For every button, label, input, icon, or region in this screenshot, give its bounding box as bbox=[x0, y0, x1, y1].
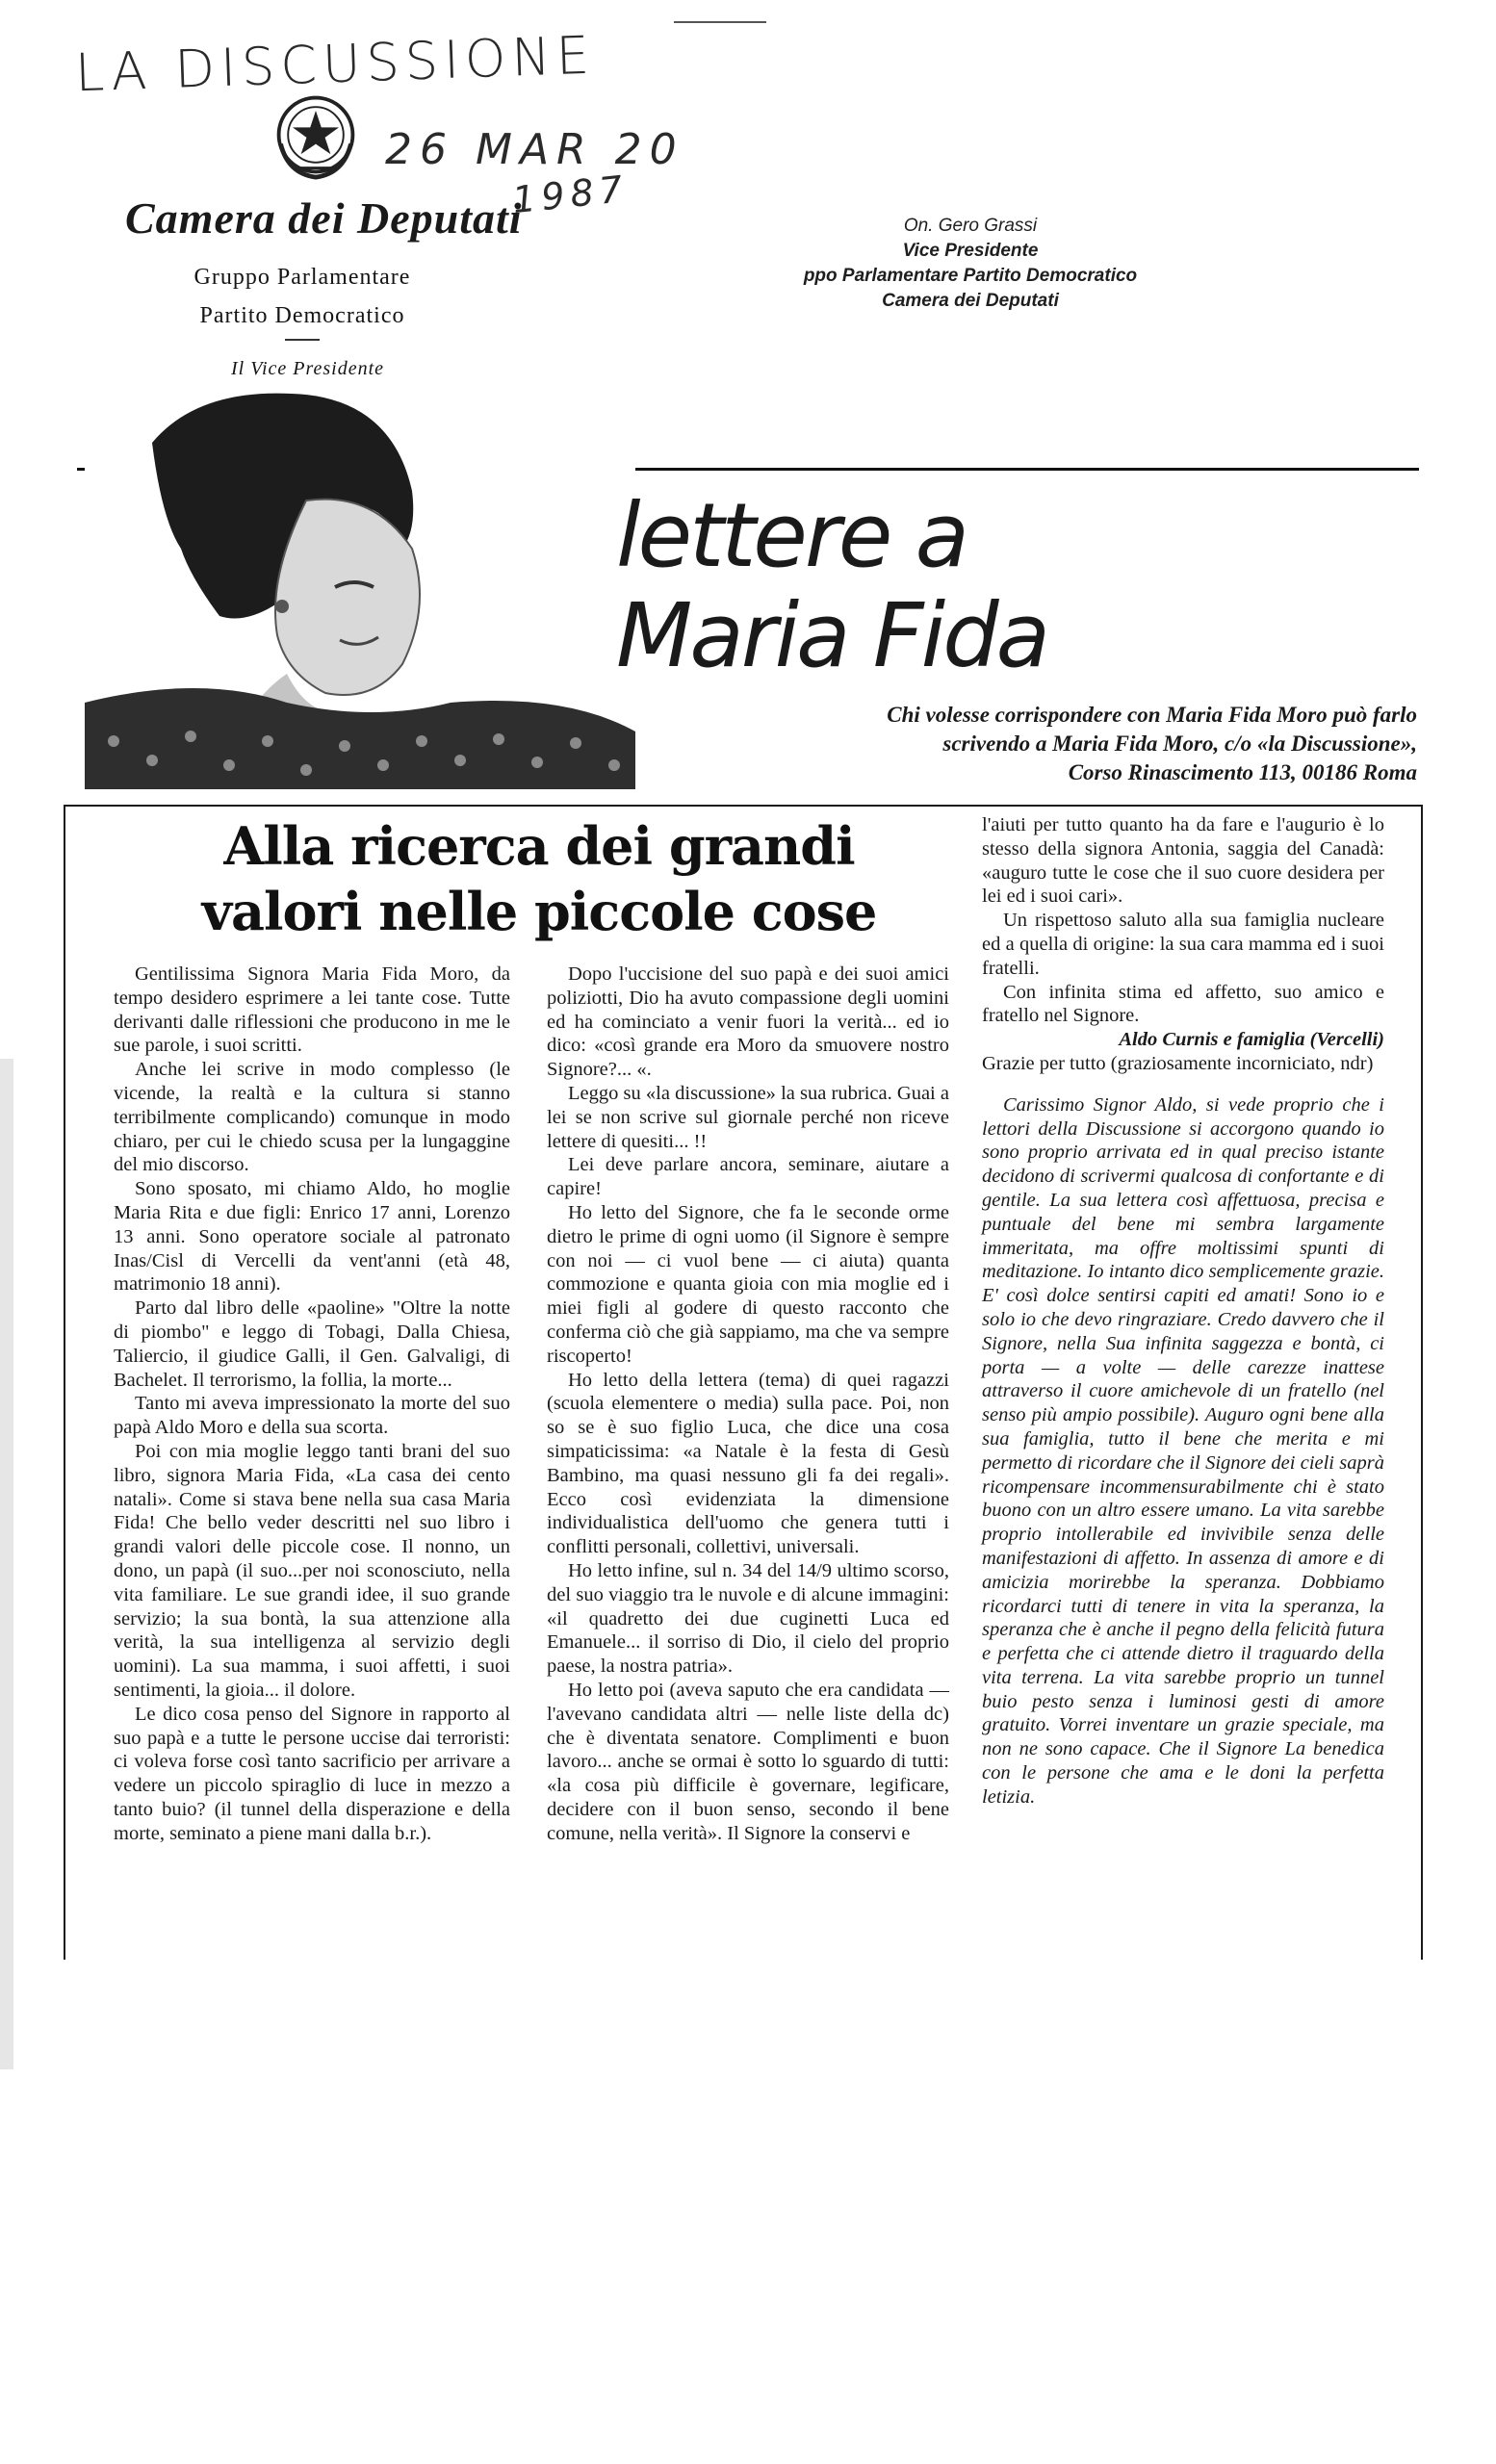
letter-paragraph: Tanto mi aveva impressionato la morte del suo papà Aldo Moro e della sua scorta. bbox=[114, 1393, 510, 1439]
letter-paragraph: Anche lei scrive in modo complesso (le vicende, la realtà e la cultura si stanno terribilmente complicando) comunque in modo chiaro, per cui le chiedo scusa per la lungaggine del mio discorso. bbox=[114, 1059, 510, 1176]
column-title bbox=[616, 486, 1309, 686]
letter-signature: Aldo Curnis e famiglia (Vercelli) bbox=[1119, 1029, 1384, 1051]
letterhead-divider bbox=[285, 339, 320, 341]
article-headline-line2: valori nelle piccole cose bbox=[201, 881, 877, 942]
letter-paragraph: Parto dal libro delle «paoline» "Oltre la notte di piombo" e leggo di Tobagi, Dalla Chiesa, Taliercio, il giudice Galli, il Gen. Galvaligi, di Bachelet. Il terrorismo, la follia, la morte... bbox=[114, 1297, 510, 1391]
letter-paragraph: Sono sposato, mi chiamo Aldo, ho moglie Maria Rita e due figli: Enrico 17 anni, Lorenzo 13 anni. Sono operatore sociale al patronato Inas/Cisl di Vercelli da vent'anni (età 48, matrimonio 18 anni). bbox=[114, 1178, 510, 1296]
letterhead-group bbox=[125, 258, 479, 335]
article-frame-left bbox=[64, 805, 65, 1960]
stamp-chamber: Camera dei Deputati bbox=[882, 291, 1059, 311]
letter-paragraph: Ho letto infine, sul n. 34 del 14/9 ultimo scorso, del suo viaggio tra le nuvole e di alcune immagini: «il quadretto dei due cuginetti Luca ed Emanuele... il sorriso di Dio, il cielo del proprio paese, la nostra patria». bbox=[547, 1559, 949, 1678]
column-title-line1: lettere a bbox=[616, 484, 967, 587]
article-headline bbox=[106, 813, 972, 944]
spacer bbox=[982, 1076, 1384, 1093]
stamp-group: ppo Parlamentare Partito Democratico bbox=[803, 266, 1138, 286]
column-subtitle-line2: scrivendo a Maria Fida Moro, c/o «la Discussione», bbox=[942, 732, 1417, 756]
scan-edge-shadow bbox=[0, 1059, 13, 2069]
letter-paragraph: Lei deve parlare ancora, seminare, aiutare a capire! bbox=[547, 1154, 949, 1200]
author-reply: Carissimo Signor Aldo, si vede proprio che i lettori della Discussione si accorgono quando io sono proprio arrivata ed in qual preciso istante decidono di scrivermi qualcosa di confortante e di gentile. La sua lettera così affettuosa, precisa e puntuale del bene mi sembra largamente immeritata, ma offre moltissimi spunti di meditazione. Io intanto dico semplicemente grazie. E' così dolce sentirsi capiti ed amati! Sono io e solo io che devo ringraziare. Credo davvero che il Signore, nella Sua infinita saggezza e bontà, ci porta — a volte — delle carezze inattese attraverso il cuore amichevole di un fratello (nel senso più ampio possibile). Auguro ogni bene alla sua famiglia, tutto il bene che merita e mi permetto di ricordare che il Signore dei cieli saprà ricompensare incommensurabilmente chi è stato buono con un altro essere umano. La vita sarebbe proprio intollerabile ed invivibile senza delle manifestazioni di affetto. In assenza di amore e di amicizia morirebbe la speranza. Dobbiamo ricordarci tutti di tenere in vita la speranza, la speranza che è anche il pegno della felicità futura e perfetta che ci attende dietro il traguardo della vita terrena. La vita sarebbe proprio un tunnel buio pesto senza i luminosi gesti di amore gratuito. Vorrei inventare un grazie speciale, ma non ne sono capace. Che il Signore La benedica con le persone che ama e le doni la perfetta letizia. bbox=[982, 1093, 1384, 1808]
article-headline-line1: Alla ricerca dei grandi bbox=[223, 815, 855, 877]
letter-paragraph: Ho letto del Signore, che fa le seconde orme dietro le prime di ogni uomo (il Signore è sempre con noi — ci vuol bene — ci aiuta) quanta commozione e quanta gioia con mia moglie ed i miei figli al godere di questo racconto che conferma ciò che già sappiamo, ma che va sempre riscoperto! bbox=[547, 1201, 949, 1367]
republic-emblem-icon bbox=[270, 87, 362, 183]
letter-paragraph: Ho letto poi (aveva saputo che era candidata — l'avevano candidata altri — nelle liste della dc) che è diventata senatore. Complimenti e buon lavoro... anche se ormai è sotto lo sguardo di tutti: «la cosa più difficile è governare, legificare, decidere con il buon senso, secondo il bene comune, nella verità». Il Signore la conservi e bbox=[547, 1679, 949, 1844]
article-column-1 bbox=[114, 962, 510, 1845]
article-column-2 bbox=[547, 962, 949, 1845]
letter-paragraph: Dopo l'uccisione del suo papà e dei suoi amici poliziotti, Dio ha avuto compassione degli uomini ed ha cominciato a venir fuori la verità... ed io dico: «così grande era Moro da smuovere nostro Signore?... «. bbox=[547, 963, 949, 1081]
letterhead-group-line: Gruppo Parlamentare bbox=[193, 265, 411, 290]
letterhead-party-line: Partito Democratico bbox=[199, 303, 405, 328]
article-column-3 bbox=[982, 813, 1384, 1810]
top-rule bbox=[674, 21, 766, 23]
letter-paragraph: Gentilissima Signora Maria Fida Moro, da tempo desidero esprimere a lei tante cose. Tutte derivanti dalle riflessioni che producono in me le sue parole, i suoi scritti. bbox=[114, 963, 510, 1057]
article-frame-right bbox=[1421, 805, 1423, 1960]
letterhead-role: Il Vice Presidente bbox=[231, 358, 385, 379]
column-subtitle bbox=[770, 701, 1417, 787]
column-subtitle-line1: Chi volesse corrispondere con Maria Fida Moro può farlo bbox=[887, 703, 1417, 727]
stamp-name: On. Gero Grassi bbox=[903, 216, 1038, 236]
letter-paragraph: Con infinita stima ed affetto, suo amico e fratello nel Signore. bbox=[982, 981, 1384, 1027]
office-stamp bbox=[787, 214, 1153, 314]
letter-paragraph: Le dico cosa penso del Signore in rapporto al suo papà e a tutte le persone uccise dai terroristi: ci voleva forse così tanto sacrificio per arrivare a vedere un piccolo spiraglio di luce in mezzo a tanto buio? (il tunnel della disperazione e della morte, seminato a piene mani dalla b.r.). bbox=[114, 1703, 510, 1844]
handwritten-year: 1987 bbox=[510, 167, 631, 222]
author-portrait-photo bbox=[85, 385, 635, 789]
editor-note: Grazie per tutto (graziosamente incorniciato, ndr) bbox=[982, 1052, 1374, 1074]
letter-paragraph: Un rispettoso saluto alla sua famiglia nucleare ed a quella di origine: la sua cara mamma ed i suoi fratelli. bbox=[982, 910, 1384, 979]
letter-paragraph: Poi con mia moglie leggo tanti brani del suo libro, signora Maria Fida, «La casa dei cento natali». Come si stava bene nella sua casa Maria Fida! Che bello veder descritti nel suo libro i grandi valori delle piccole cose. Il nonno, un dono, un papà (il suo...per noi sconosciuto, nella vita familiare. Le sue grandi idee, il suo grande servizio; la sua bontà, la sua attenzione alla verità, la sua intelligenza al servizio degli uomini). La sua mamma, i suoi affetti, i suoi sentimenti, la gioia... il dolore. bbox=[114, 1440, 510, 1701]
stamp-title: Vice Presidente bbox=[902, 241, 1039, 261]
column-title-line2: Maria Fida bbox=[616, 584, 1048, 687]
letterhead-institution: Camera dei Deputati bbox=[125, 193, 523, 243]
handwritten-date: 26 MAR 20 bbox=[385, 125, 684, 174]
letter-paragraph: Leggo su «la discussione» la sua rubrica. Guai a lei se non scrive sul giornale perché non riceve lettere di quesiti... !! bbox=[547, 1082, 949, 1152]
column-subtitle-line3: Corso Rinascimento 113, 00186 Roma bbox=[1068, 760, 1417, 784]
handwritten-newspaper-name: LA DISCUSSIONE bbox=[74, 24, 596, 104]
letter-paragraph: l'aiuti per tutto quanto ha da fare e l'augurio è lo stesso della signora Antonia, saggia del Canadà: «auguro tutte le cose che il suo cuore desidera per lei ed i suoi cari». bbox=[982, 814, 1384, 908]
article-frame-top bbox=[64, 805, 1423, 807]
letter-paragraph: Ho letto della lettera (tema) di quei ragazzi (scuola elementere o media) sulla pace. Poi, non so se è suo figlio Luca, che dice una cosa simpaticissima: «a Natale è la festa di Gesù Bambino, ma quasi nessuno gli fa dei regali». Ecco così evidenziata la dimensione individualistica dell'uomo che genera tutti i conflitti personali, collettivi, universali. bbox=[547, 1369, 949, 1558]
